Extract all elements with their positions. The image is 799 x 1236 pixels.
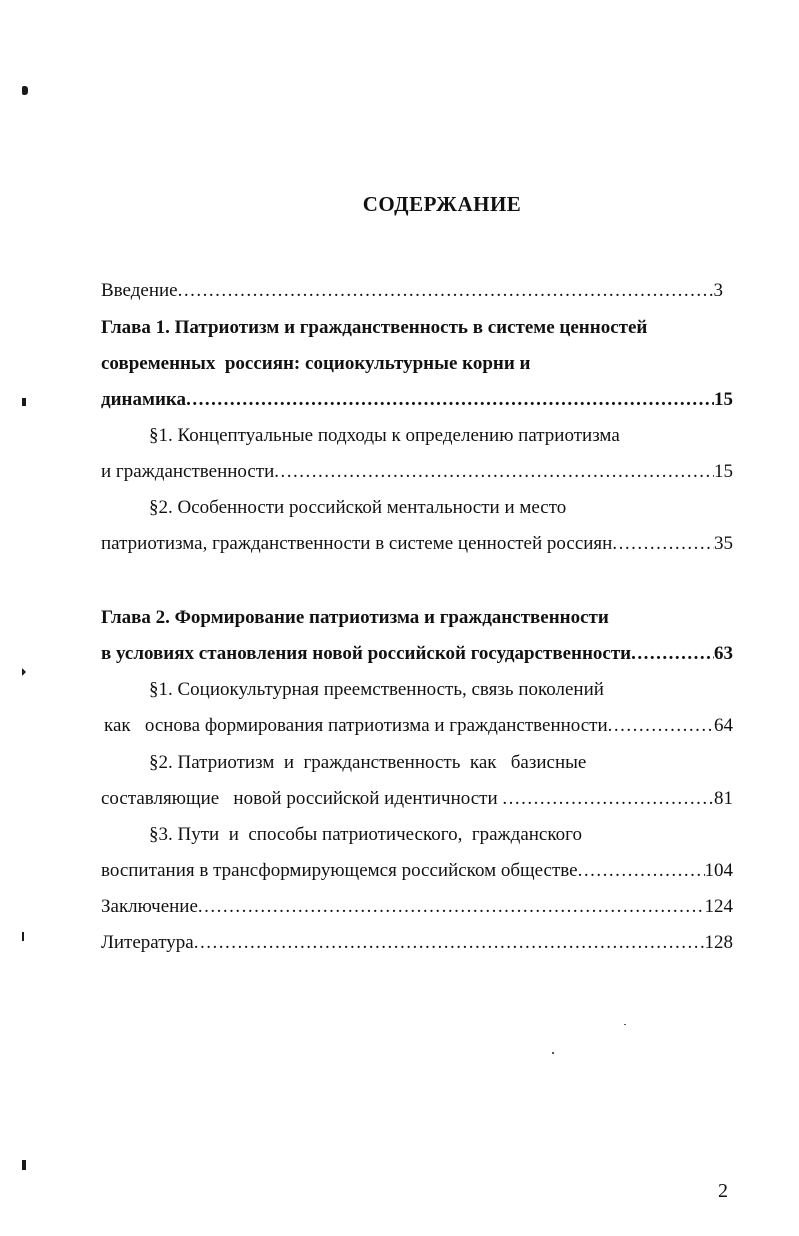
toc-entry-text: и гражданственности (101, 461, 275, 482)
toc-entry-ch1-section2 (101, 532, 733, 556)
chapter1-heading-line1: Глава 1. Патриотизм и гражданственность в системе ценностей (101, 317, 648, 338)
ch2-section1-line1: §1. Социокультурная преемственность, связь поколений (149, 679, 604, 700)
ch2-section2-line1: §2. Патриотизм и гражданственность как базисные (149, 752, 587, 773)
ch2-section3-line1: §3. Пути и способы патриотического, гражданского (149, 824, 582, 845)
toc-entry-ch2-section3 (101, 859, 733, 883)
toc-entry-ch2-section1 (104, 714, 733, 738)
toc-entry-intro (101, 279, 723, 303)
toc-page-ref: 128 (704, 932, 733, 953)
toc-entry-text: патриотизма, гражданственности в системе ценностей россиян (101, 533, 613, 554)
toc-page-ref: 3 (713, 280, 723, 301)
toc-entry-text: динамика (101, 389, 187, 410)
scan-mark (22, 668, 26, 676)
scan-speck (552, 1052, 554, 1054)
toc-entry-text: составляющие новой российской идентичности (101, 788, 503, 809)
scan-mark (22, 932, 24, 941)
toc-entry-literature (101, 931, 733, 955)
toc-page-ref: 104 (704, 860, 733, 881)
scan-mark (22, 398, 26, 406)
toc-entry-text: как основа формирования патриотизма и гражданственности (104, 715, 608, 736)
toc-title: СОДЕРЖАНИЕ (362, 192, 522, 216)
page-number: 2 (718, 1180, 728, 1202)
toc-page-ref: 15 (714, 461, 733, 482)
ch1-section1-line1: §1. Концептуальные подходы к определению патриотизма (149, 425, 620, 446)
toc-entry-text: Заключение (101, 896, 198, 917)
toc-page-ref: 63 (714, 643, 733, 664)
scan-mark (22, 1160, 26, 1170)
dot-leader (502, 787, 714, 811)
dot-leader (178, 279, 714, 303)
dot-leader (194, 931, 705, 955)
toc-page-ref: 64 (714, 715, 733, 736)
toc-entry-text: Литература (101, 932, 194, 953)
toc-entry-conclusion (101, 895, 733, 919)
dot-leader (186, 388, 714, 412)
dot-leader (631, 642, 714, 666)
dot-leader (198, 895, 705, 919)
toc-page-ref: 15 (714, 389, 733, 410)
chapter2-heading-line1: Глава 2. Формирование патриотизма и гражданственности (101, 607, 609, 628)
toc-entry-ch2-section2 (101, 787, 733, 811)
toc-page-ref: 81 (714, 788, 733, 809)
toc-entry-chapter1 (101, 388, 733, 412)
toc-entry-text: Введение (101, 280, 178, 301)
scan-mark (22, 86, 28, 95)
toc-page-ref: 124 (704, 896, 733, 917)
toc-entry-text: в условиях становления новой российской государственности (101, 643, 632, 664)
chapter1-heading-line2: современных россиян: социокультурные корни и (101, 353, 531, 374)
dot-leader (578, 859, 705, 883)
dot-leader (608, 714, 714, 738)
scan-speck (624, 1024, 626, 1025)
toc-entry-ch1-section1 (101, 460, 733, 484)
toc-entry-chapter2 (101, 642, 733, 666)
ch1-section2-line1: §2. Особенности российской ментальности и место (149, 497, 567, 518)
dot-leader (612, 532, 714, 556)
toc-page-ref: 35 (714, 533, 733, 554)
toc-entry-text: воспитания в трансформирующемся российском обществе (101, 860, 578, 881)
dot-leader (274, 460, 714, 484)
